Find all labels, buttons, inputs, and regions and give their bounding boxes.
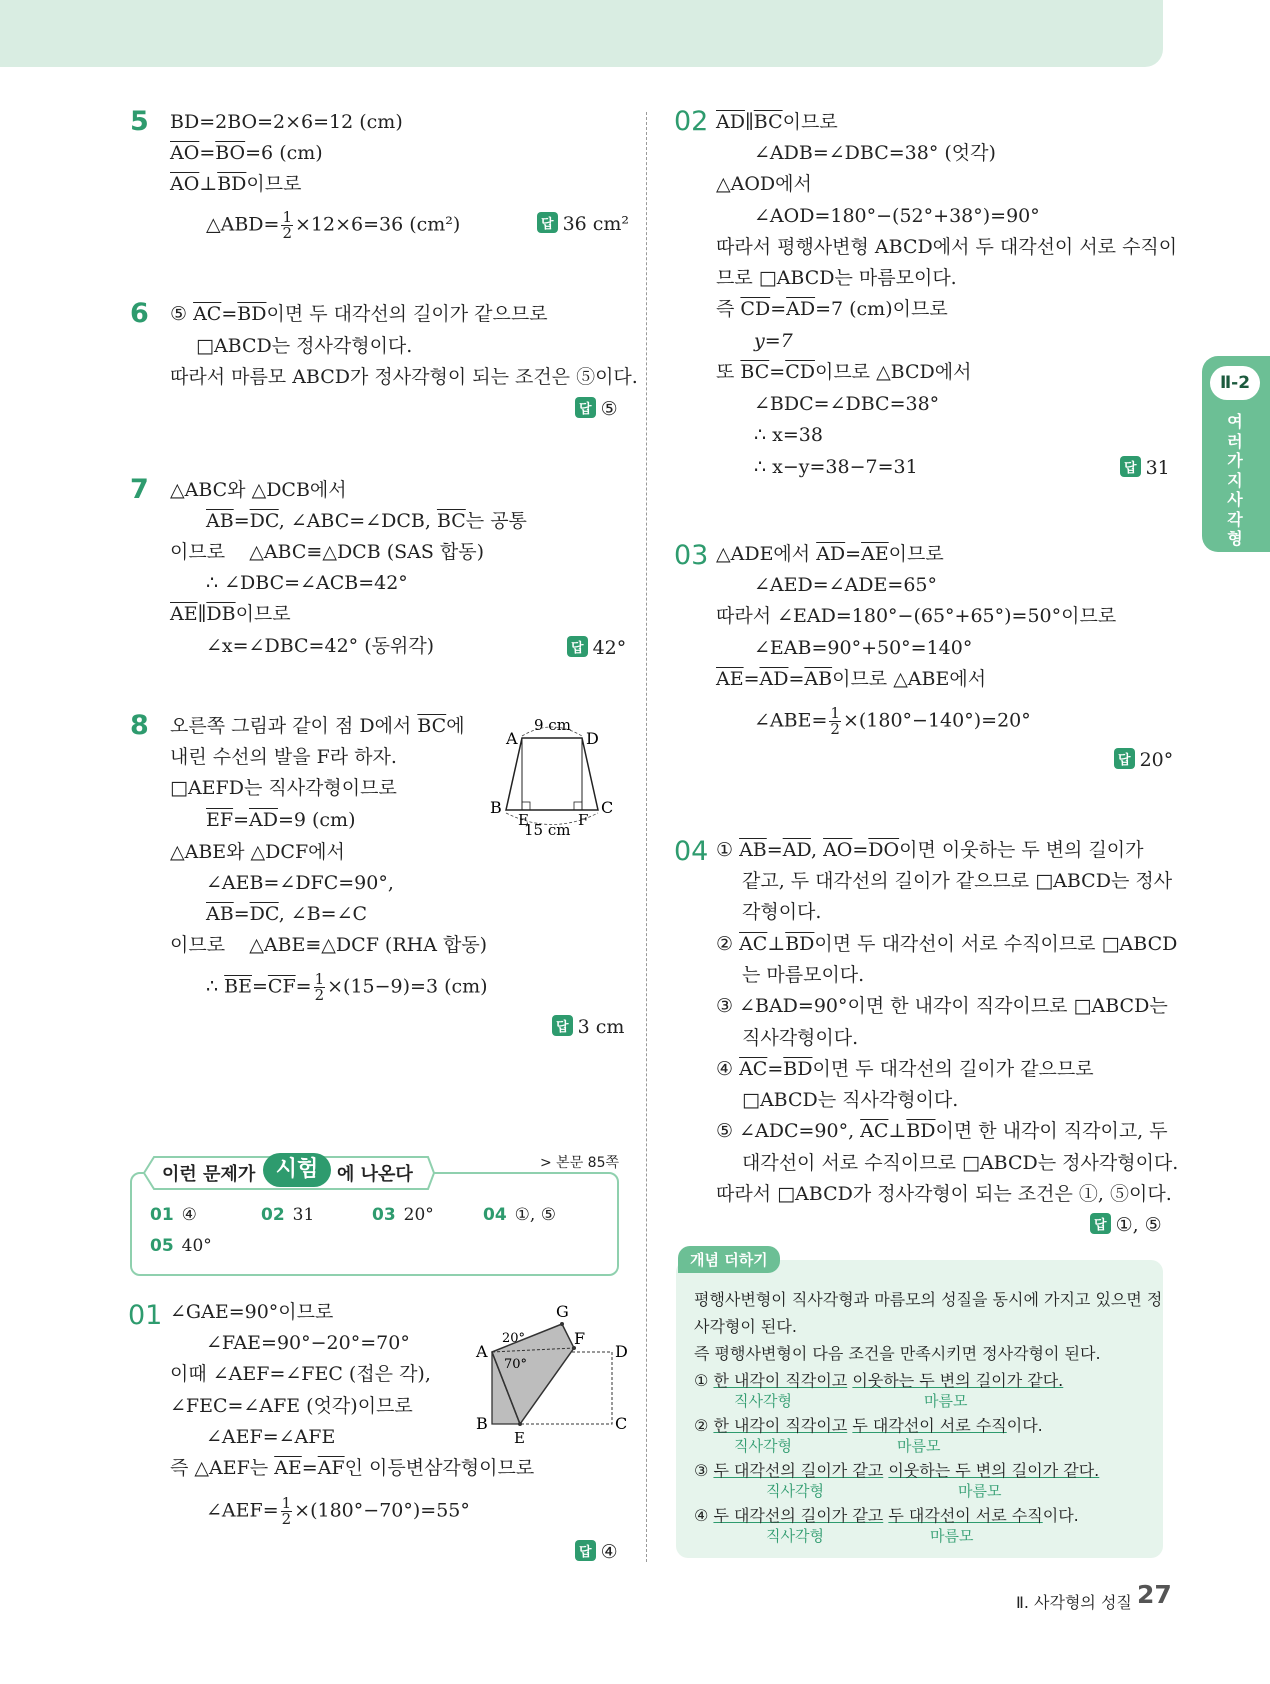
text: =9 (cm) <box>277 809 356 831</box>
segment: $\overline{AD}$ <box>816 543 846 565</box>
solution-line: 대각선이 서로 수직이므로 □ABCD는 정사각형이다. <box>742 1152 1179 1174</box>
text: = <box>845 543 862 565</box>
segment: $\overline{BD}$ <box>906 1120 936 1142</box>
header-band <box>0 0 1163 67</box>
text: ∥ <box>197 603 207 625</box>
segment: $\overline{BD}$ <box>783 1058 813 1080</box>
text: , ∠B=∠C <box>278 903 368 925</box>
angle-label-20: 20° <box>502 1331 526 1346</box>
answer-badge: 답 <box>1114 748 1135 769</box>
solution-line: 각형이다. <box>742 901 822 923</box>
point-e-marker <box>518 1422 522 1426</box>
exam-title-part2: 에 나온다 <box>337 1164 413 1185</box>
answer-value: 20° <box>1139 749 1174 771</box>
segment: $\overline{BE}$ <box>224 975 252 998</box>
text: 즉 <box>716 298 741 320</box>
solution-line <box>206 972 488 1003</box>
segment: $\overline{BC}$ <box>436 510 466 532</box>
text: ∠ABE= <box>754 709 828 732</box>
problem-number: 5 <box>130 106 149 137</box>
text: = <box>233 510 250 532</box>
vertex-label-c: C <box>601 798 614 817</box>
text: 오른쪽 그림과 같이 점 D에서 <box>170 715 418 737</box>
text: 이므로 △BCD에서 <box>814 361 972 383</box>
text: ×(180°−70°)=55° <box>294 1499 470 1522</box>
answer-badge: 답 <box>575 1540 596 1561</box>
text: , ∠ABC=∠DCB, <box>278 510 437 532</box>
denominator: 2 <box>281 1510 292 1528</box>
rectangle-property: 한 내각이 직각이고 <box>713 1371 848 1390</box>
solution-line <box>206 902 367 926</box>
answer-badge: 답 <box>1090 1213 1111 1234</box>
answer-value: ④ <box>600 1541 618 1563</box>
solution-line: ∠ADB=∠DBC=38° (엇각) <box>754 142 996 164</box>
answer-value: ①, ⑤ <box>1115 1214 1162 1236</box>
item-number: 04 <box>483 1205 507 1225</box>
segment: $\overline{AD}$ <box>786 298 816 320</box>
solution-line: ∠AOD=180°−(52°+38°)=90° <box>754 205 1040 227</box>
answer <box>1090 1213 1162 1236</box>
solution-line: ∠AED=∠ADE=65° <box>754 574 938 596</box>
segment: $\overline{BC}$ <box>417 715 447 737</box>
text: =6 (cm) <box>245 142 323 164</box>
fraction <box>281 1496 293 1527</box>
problem-number: 01 <box>128 1300 163 1331</box>
exam-answer-item <box>483 1205 556 1225</box>
segment: $\overline{AE}$ <box>716 668 744 690</box>
concept-condition-1 <box>694 1368 1063 1391</box>
solution-line: ③ ∠BAD=90°이면 한 내각이 직각이므로 □ABCD는 <box>716 995 1168 1017</box>
gloss-rectangle: 직사각형 <box>766 1527 824 1545</box>
text: ⊥ <box>199 173 218 195</box>
item-value: 31 <box>292 1205 315 1225</box>
segment: $\overline{DC}$ <box>249 903 279 925</box>
solution-line <box>716 110 838 134</box>
vertex-label-c: C <box>615 1414 628 1433</box>
text: = <box>221 303 238 325</box>
segment: $\overline{AB}$ <box>206 510 234 532</box>
solution-line: ∠AEB=∠DFC=90°, <box>206 872 394 894</box>
solution-line: 이므로 △ABE≡△DCF (RHA 합동) <box>170 934 488 956</box>
segment: $\overline{AB}$ <box>804 668 833 690</box>
answer <box>1114 748 1173 771</box>
text: ∥ <box>744 111 754 133</box>
text: 인 이등변삼각형이므로 <box>344 1457 535 1479</box>
text: 이면 두 대각선의 길이가 같으므로 <box>266 303 548 325</box>
rhombus-property: 두 대각선이 서로 수직 <box>852 1416 1007 1435</box>
text: ⊥ <box>888 1120 907 1142</box>
right-angle-mark <box>522 802 530 810</box>
item-value: 40° <box>181 1236 212 1256</box>
problem-number: 02 <box>674 106 709 137</box>
text: ⊥ <box>767 933 786 955</box>
solution-line: △ABC와 △DCB에서 <box>170 479 347 501</box>
gloss-rhombus: 마름모 <box>897 1437 941 1455</box>
numerator: 1 <box>314 970 325 988</box>
solution-line: 따라서 마름모 ABCD가 정사각형이 되는 조건은 ⑤이다. <box>170 366 638 388</box>
rhombus-property: 이웃하는 두 변의 길이가 같다. <box>852 1371 1064 1390</box>
text: 이면 두 대각선이 서로 수직이므로 □ABCD <box>814 933 1178 955</box>
solution-line <box>170 1456 534 1480</box>
text: 는 공통 <box>465 510 527 532</box>
solution-line: ∠BDC=∠DBC=38° <box>754 393 940 415</box>
trapezoid-shape <box>506 738 598 810</box>
solution-line: ∴ x−y=38−7=31 <box>754 456 918 478</box>
fraction <box>829 706 841 737</box>
solution-line <box>170 302 548 326</box>
segment: $\overline{AO}$ <box>170 173 200 195</box>
segment: $\overline{AC}$ <box>860 1120 889 1142</box>
gloss-rhombus: 마름모 <box>930 1527 974 1545</box>
vertex-label-a: A <box>476 1342 488 1361</box>
text: △ABD= <box>206 213 280 236</box>
vertex-label-f: F <box>574 1329 586 1348</box>
segment: $\overline{BC}$ <box>753 111 783 133</box>
vertex-label-d: D <box>615 1342 628 1361</box>
text: 이다. <box>1006 1416 1043 1435</box>
solution-line: ∠AEF=∠AFE <box>206 1426 336 1448</box>
text: 즉 △AEF는 <box>170 1457 275 1479</box>
answer <box>575 1540 618 1563</box>
text: 이면 이웃하는 두 변의 길이가 <box>899 839 1144 861</box>
solution-line: ∠EAB=90°+50°=140° <box>754 637 973 659</box>
problem-number: 7 <box>130 474 149 505</box>
problem-number: 04 <box>674 836 709 867</box>
segment: $\overline{DC}$ <box>249 510 279 532</box>
fraction <box>314 972 326 1003</box>
segment: $\overline{AC}$ <box>193 303 222 325</box>
rectangle-property: 두 대각선의 길이가 같고 <box>713 1461 884 1480</box>
concept-condition-3 <box>694 1458 1099 1481</box>
denominator: 2 <box>314 986 325 1004</box>
solution-line <box>170 714 465 738</box>
solution-line: 같고, 두 대각선의 길이가 같으므로 □ABCD는 정사 <box>742 870 1173 892</box>
bottom-length-label: 15 cm <box>524 821 571 839</box>
text: 이면 두 대각선의 길이가 같으므로 <box>812 1058 1094 1080</box>
solution-line <box>716 838 1144 862</box>
top-length-label: 9 cm <box>534 716 571 734</box>
rectangle-property: 한 내각이 직각이고 <box>713 1416 848 1435</box>
point-g-marker <box>560 1322 564 1326</box>
footer-chapter: Ⅱ. 사각형의 성질 <box>1016 1593 1132 1612</box>
text: ② <box>716 933 740 955</box>
solution-line: 따라서 ∠EAD=180°−(65°+65°)=50°이므로 <box>716 605 1117 627</box>
item-value: ①, ⑤ <box>514 1205 556 1225</box>
exam-answer-item <box>150 1236 212 1256</box>
vertex-label-a: A <box>506 729 518 748</box>
gloss-rectangle: 직사각형 <box>734 1392 792 1410</box>
exam-title-part1: 이런 문제가 <box>162 1164 256 1185</box>
solution-line: 이므로 △ABC≡△DCB (SAS 합동) <box>170 541 485 563</box>
segment: $\overline{CD}$ <box>740 298 771 320</box>
text: ④ <box>716 1058 740 1080</box>
segment: $\overline{DO}$ <box>868 839 900 861</box>
segment: $\overline{CD}$ <box>785 361 815 383</box>
segment: $\overline{AE}$ <box>274 1457 302 1479</box>
item-number: 03 <box>372 1205 396 1225</box>
solution-line: 내린 수선의 발을 F라 하자. <box>170 746 397 768</box>
text: ② <box>694 1416 714 1435</box>
gloss-rectangle: 직사각형 <box>766 1482 824 1500</box>
text: = <box>233 809 249 831</box>
segment: $\overline{AO}$ <box>170 142 200 164</box>
item-number: 02 <box>261 1205 285 1225</box>
text: 이므로 <box>246 173 302 195</box>
segment: $\overline{AE}$ <box>170 603 198 625</box>
segment: $\overline{BD}$ <box>217 173 247 195</box>
solution-line: △ABE와 △DCF에서 <box>170 841 345 863</box>
exam-answer-item <box>150 1205 197 1225</box>
answer-value: 31 <box>1145 457 1170 479</box>
text: ① <box>716 839 740 861</box>
concept-line: 평행사변형이 직사각형과 마름모의 성질을 동시에 가지고 있으면 정 <box>694 1290 1163 1309</box>
angle-label-70: 70° <box>504 1357 528 1372</box>
numerator: 1 <box>282 208 292 226</box>
chapter-title-vertical: 여러가지사각형 <box>1227 412 1243 548</box>
solution-line <box>206 210 460 241</box>
answer <box>552 1015 624 1038</box>
segment: $\overline{AO}$ <box>823 839 853 861</box>
concept-condition-4 <box>694 1503 1079 1526</box>
text: = <box>199 142 216 164</box>
solution-line: 므로 □ABCD는 마름모이다. <box>716 267 957 289</box>
answer-value: 42° <box>592 637 627 659</box>
text: ① <box>694 1371 714 1390</box>
concept-condition-2 <box>694 1413 1043 1436</box>
solution-line <box>716 542 944 566</box>
text: ×12×6=36 (cm²) <box>295 213 461 236</box>
segment: $\overline{DB}$ <box>206 603 236 625</box>
solution-line <box>170 141 323 165</box>
solution-line: 직사각형이다. <box>742 1027 859 1049</box>
solution-line: △AOD에서 <box>716 173 812 195</box>
exam-answer-item <box>261 1205 314 1225</box>
segment: $\overline{AD}$ <box>248 809 278 831</box>
text: 이므로 <box>782 111 838 133</box>
text: = <box>233 903 250 925</box>
text: ×(15−9)=3 (cm) <box>327 975 488 998</box>
vertex-label-e: E <box>514 1429 525 1447</box>
text: ×(180°−140°)=20° <box>842 709 1031 732</box>
numerator: 1 <box>281 1494 292 1512</box>
vertex-label-g: G <box>556 1302 569 1321</box>
page-number: 27 <box>1137 1580 1172 1609</box>
right-angle-mark <box>574 802 582 810</box>
solution-line <box>716 667 986 691</box>
text: = <box>770 298 787 320</box>
solution-line: ∴ ∠DBC=∠ACB=42° <box>206 572 408 594</box>
chapter-side-tab <box>1202 356 1270 552</box>
item-number: 01 <box>150 1205 174 1225</box>
text: ∠AEF= <box>206 1499 279 1522</box>
solution-line: y=7 <box>754 330 793 352</box>
text: 에 <box>446 715 465 737</box>
segment: $\overline{AB}$ <box>206 903 234 925</box>
segment: $\overline{AD}$ <box>782 839 811 861</box>
answer <box>575 397 618 420</box>
text: = <box>852 839 869 861</box>
segment: $\overline{AF}$ <box>317 1457 345 1479</box>
segment: $\overline{CF}$ <box>267 975 296 998</box>
rhombus-property: 두 대각선이 서로 수직 <box>888 1506 1043 1525</box>
gloss-rhombus: 마름모 <box>958 1482 1002 1500</box>
concept-tag: 개념 더하기 <box>678 1246 780 1273</box>
text: △ADE에서 <box>716 543 817 565</box>
text: = <box>251 975 268 998</box>
text: 이므로 <box>235 603 291 625</box>
text: ⑤ <box>170 303 194 325</box>
segment: $\overline{AC}$ <box>739 1058 768 1080</box>
text: ③ <box>694 1461 714 1480</box>
answer-value: 3 cm <box>577 1016 625 1038</box>
answer-badge: 답 <box>537 212 558 233</box>
gloss-rectangle: 직사각형 <box>734 1437 792 1455</box>
solution-line: 이때 ∠AEF=∠FEC (접은 각), <box>170 1363 431 1385</box>
segment: $\overline{AE}$ <box>861 543 889 565</box>
answer-badge: 답 <box>567 636 588 657</box>
segment: $\overline{BO}$ <box>215 142 246 164</box>
text: = <box>301 1457 318 1479</box>
item-value: 20° <box>403 1205 434 1225</box>
answer-badge: 답 <box>552 1015 573 1036</box>
solution-line <box>170 110 403 134</box>
solution-line <box>716 932 1177 956</box>
exam-answer-item <box>372 1205 434 1225</box>
solution-line: ∠FAE=90°−20°=70° <box>206 1332 410 1354</box>
text: = <box>295 975 312 998</box>
vertex-label-f: F <box>578 811 589 829</box>
rectangle-property: 두 대각선의 길이가 같고 <box>713 1506 884 1525</box>
segment: $\overline{AC}$ <box>739 933 768 955</box>
solution-line: □AEFD는 직사각형이므로 <box>170 777 397 799</box>
answer-value: ⑤ <box>600 398 618 420</box>
denominator: 2 <box>282 224 292 242</box>
segment: $\overline{BD}$ <box>237 303 267 325</box>
trapezoid-figure <box>484 712 624 844</box>
answer-value: 36 cm² <box>562 213 630 235</box>
answer <box>567 636 626 659</box>
folded-rectangle-figure <box>470 1300 630 1447</box>
solution-line <box>716 1057 1094 1081</box>
answer-badge: 답 <box>575 397 596 418</box>
segment: $\overline{AD}$ <box>716 111 745 133</box>
vertex-label-b: B <box>476 1414 488 1433</box>
solution-line <box>170 172 301 196</box>
denominator: 2 <box>830 720 840 738</box>
numerator: 1 <box>830 704 840 722</box>
fraction <box>281 210 293 241</box>
solution-line <box>754 706 1031 737</box>
concept-line: 사각형이 된다. <box>694 1317 797 1336</box>
exam-title-pill: 시험 <box>263 1153 331 1187</box>
text: 이다. <box>1042 1506 1079 1525</box>
text: 이므로 △ABE에서 <box>832 668 987 690</box>
item-number: 05 <box>150 1236 174 1256</box>
text: ⑤ ∠ADC=90°, <box>716 1120 861 1142</box>
column-divider <box>646 112 647 1562</box>
solution-line: □ABCD는 직사각형이다. <box>742 1089 959 1111</box>
problem-number: 8 <box>130 710 149 741</box>
vertex-label-d: D <box>586 729 599 748</box>
solution-line <box>206 509 527 533</box>
solution-line: ∠x=∠DBC=42° (동위각) <box>206 635 435 657</box>
rhombus-property: 이웃하는 두 변의 길이가 같다. <box>888 1461 1100 1480</box>
answer <box>537 212 629 235</box>
text: = <box>767 1058 784 1080</box>
answer-badge: 답 <box>1120 456 1141 477</box>
solution-line: ∠FEC=∠AFE (엇각)이므로 <box>170 1395 413 1417</box>
solution-line <box>716 360 971 384</box>
solution-line <box>716 1119 1168 1143</box>
text: 또 <box>716 361 741 383</box>
solution-line: 는 마름모이다. <box>742 964 865 986</box>
vertex-label-b: B <box>490 798 502 817</box>
solution-line: □ABCD는 정사각형이다. <box>196 335 413 357</box>
solution-line <box>206 1496 470 1527</box>
text: =7 (cm)이므로 <box>815 298 948 320</box>
answer <box>1120 456 1170 479</box>
segment: $\overline{BC}$ <box>740 361 770 383</box>
text: , <box>810 839 824 861</box>
solution-line <box>206 808 355 832</box>
solution-line <box>170 602 291 626</box>
text: = <box>766 839 783 861</box>
problem-number: 03 <box>674 540 709 571</box>
textbook-page-link[interactable]: > 본문 85쪽 <box>540 1155 620 1171</box>
solution-line: ∴ x=38 <box>754 424 823 446</box>
segment: $\overline{AD}$ <box>759 668 789 690</box>
text: = <box>788 668 805 690</box>
vertex-label-e: E <box>518 811 529 829</box>
gloss-rhombus: 마름모 <box>924 1392 968 1410</box>
solution-line: ∠GAE=90°이므로 <box>170 1301 334 1323</box>
text: 이면 한 내각이 직각이고, 두 <box>935 1120 1168 1142</box>
chapter-code: Ⅱ-2 <box>1210 366 1260 400</box>
solution-line: 따라서 평행사변형 ABCD에서 두 대각선이 서로 수직이 <box>716 236 1178 258</box>
segment: $\overline{BD}$ <box>785 933 815 955</box>
text: = <box>769 361 786 383</box>
text: = <box>743 668 760 690</box>
solution-line: 따라서 □ABCD가 정사각형이 되는 조건은 ①, ⑤이다. <box>716 1183 1172 1205</box>
text: ∴ <box>206 975 225 998</box>
concept-line: 즉 평행사변형이 다음 조건을 만족시키면 정사각형이 된다. <box>694 1344 1101 1363</box>
text: 이므로 <box>888 543 944 565</box>
text: BD=2BO=2×6=12 (cm) <box>170 111 403 133</box>
text: ④ <box>694 1506 714 1525</box>
item-value: ④ <box>181 1205 197 1225</box>
segment: $\overline{EF}$ <box>206 809 234 831</box>
problem-number: 6 <box>130 298 149 329</box>
solution-line <box>716 297 948 321</box>
segment: $\overline{AB}$ <box>739 839 767 861</box>
